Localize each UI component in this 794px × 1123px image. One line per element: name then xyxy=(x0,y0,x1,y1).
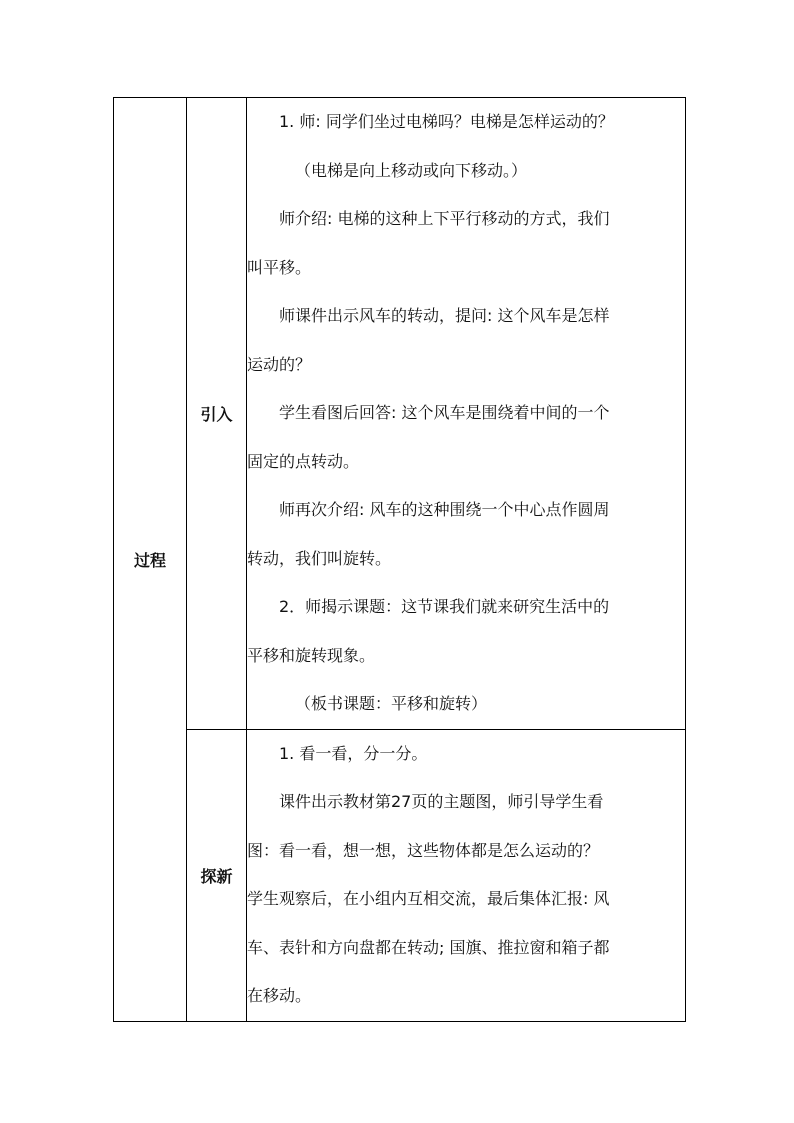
intro-line: 师介绍: 电梯的这种上下平行移动的方式，我们 xyxy=(279,209,610,228)
intro-line: 师课件出示风车的转动，提问: 这个风车是怎样 xyxy=(279,306,610,325)
intro-line: 平移和旋转现象。 xyxy=(247,645,376,665)
explore-line: 1. 看一看，分一分。 xyxy=(279,743,428,763)
intro-phase-cell xyxy=(187,98,247,730)
stage-label: 过程 xyxy=(133,550,166,570)
explore-phase-cell xyxy=(187,729,247,1021)
intro-row xyxy=(114,98,686,730)
intro-line: 1. 师: 同学们坐过电梯吗？电梯是怎样运动的？ xyxy=(279,112,614,131)
intro-line: 运动的？ xyxy=(247,354,312,374)
explore-line: 图：看一看，想一想，这些物体都是怎么运动的？ xyxy=(247,840,600,860)
explore-line: 学生观察后，在小组内互相交流，最后集体汇报: 风 xyxy=(247,889,610,908)
intro-line: 学生看图后回答: 这个风车是围绕着中间的一个 xyxy=(279,403,610,422)
intro-content-cell xyxy=(247,98,686,730)
lesson-plan-table xyxy=(113,97,686,1022)
explore-line: 在移动。 xyxy=(247,986,312,1005)
intro-line: 转动，我们叫旋转。 xyxy=(247,548,392,568)
intro-line: 师再次介绍: 风车的这种围绕一个中心点作圆周 xyxy=(279,500,610,519)
intro-line: 2．师揭示课题：这节课我们就来研究生活中的 xyxy=(279,597,610,616)
intro-line: 叫平移。 xyxy=(247,257,312,277)
explore-line: 车、表针和方向盘都在转动; 国旗、推拉窗和箱子都 xyxy=(247,937,610,957)
explore-line: 课件出示教材第27页的主题图，师引导学生看 xyxy=(279,792,604,811)
explore-row xyxy=(114,729,686,1021)
stage-cell xyxy=(114,98,187,1022)
intro-line: （电梯是向上移动或向下移动。） xyxy=(295,160,528,180)
intro-phase-label: 引入 xyxy=(200,404,233,424)
explore-phase-label: 探新 xyxy=(200,866,233,886)
intro-line: 固定的点转动。 xyxy=(247,451,360,471)
explore-content-cell xyxy=(247,729,686,1021)
intro-line: （板书课题：平移和旋转） xyxy=(295,694,488,713)
